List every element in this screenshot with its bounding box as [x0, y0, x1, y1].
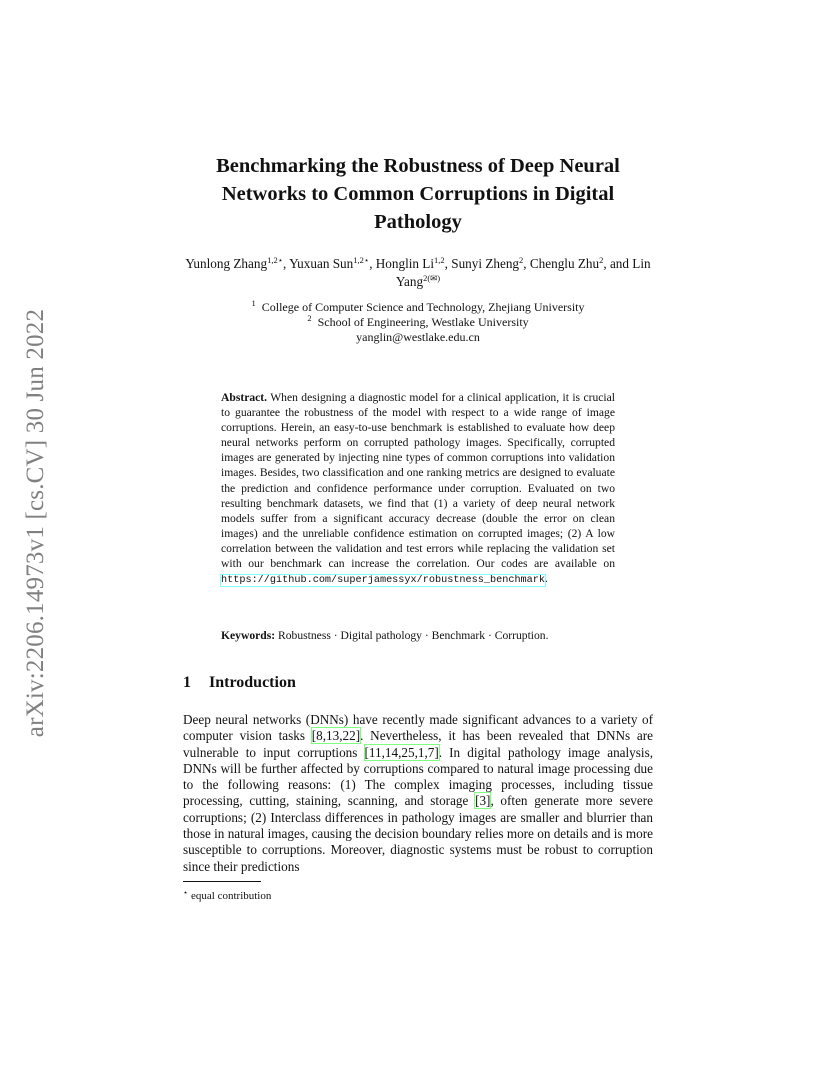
abstract: Abstract. When designing a diagnostic model for a clinical application, it is crucial to guarantee the robustness of the model with respect to a wide range of image corruptions. Herein, an easy-to-use benchmark is established to evaluate how deep neural networks perform on corrupted pathology images. Specifically, corrupted images are generated by injecting nine types of common corruptions into validation images. Besides, two classification and one ranking metrics are designed to evaluate the prediction and confidence performance under corruption. Evaluated on two resulting benchmark datasets, we find that (1) a variety of deep neural network models suffer from a significant accuracy decrease (double the error on clean images) and the unreliable confidence estimation on corrupted images; (2) A low correlation between the validation and test errors while replacing the validation set with our benchmark can increase the correlation. Our codes are available on https://github.com/superjamessyx/robustness_benchmark. — [221, 391, 615, 587]
footnote-mark: ⋆ — [183, 888, 189, 897]
section-heading-introduction — [183, 673, 296, 693]
author-name: Yuxuan Sun — [289, 256, 354, 271]
introduction-paragraph: Deep neural networks (DNNs) have recently made significant advances to a variety of computer vision tasks [8,13,22]. Nevertheless, it has been revealed that DNNs are vulnerable to input corruptions [11,14,25,1,7]. In digital pathology image analysis, DNNs will be further affected by corruptions compared to natural image processing due to the following reasons: (1) The complex imaging processes, including tissue processing, cutting, staining, scanning, and storage [3], often generate more severe corruptions; (2) Interclass differences in pathology images are smaller and blurrier than those in natural images, causing the decision boundary relies more on details and is more susceptible to corruptions. Moreover, diagnostic systems must be robust to corruption since their predictions — [183, 712, 654, 874]
author-list: Yunlong Zhang$^{1,2⋆}$, Yuxuan Sun$^{1,2⋆}$, Honglin Li$^{1,2}$, Sunyi Zheng$^2$, Chenglu Zhu$^2$, and Lin Yang$^{2(✉)}$ — [185, 255, 651, 289]
footnote — [183, 886, 271, 903]
affiliation-1: $^1$ College of Computer Science and Technology, Zhejiang University — [251, 298, 585, 314]
section-title: Introduction — [209, 674, 296, 691]
author-name: Chenglu Zhu — [529, 256, 600, 271]
abstract-label: Abstract. — [221, 391, 268, 404]
footnote-rule — [183, 881, 261, 882]
keywords — [221, 628, 615, 643]
citation-link[interactable]: [3] — [475, 793, 491, 809]
keywords-label: Keywords: — [221, 629, 276, 642]
keywords-text: Robustness · Digital pathology · Benchmark · Corruption. — [278, 629, 549, 642]
author-sup: 1,2⋆ — [267, 255, 284, 265]
author-sup: 1,2⋆ — [353, 255, 370, 265]
footnote-text: equal contribution — [191, 890, 272, 902]
author-name: Yunlong Zhang — [185, 256, 268, 271]
author-name: Honglin Li — [375, 256, 435, 271]
author-sup: 1,2 — [434, 255, 445, 265]
author-name: Sunyi Zheng — [451, 256, 520, 271]
author-name: Lin Yang — [395, 256, 651, 289]
abstract-text: When designing a diagnostic model for a clinical application, it is crucial to guarantee the robustness of the model with respect to a wide range of image corruptions. Herein, an easy-to-use benchmark is established to evaluate how deep neural networks perform on corrupted pathology images. Specifically, corrupted images are generated by injecting nine types of common corruptions into validation images. Besides, two classification and one ranking metrics are designed to evaluate the prediction and confidence performance under corruption. Evaluated on two resulting benchmark datasets, we find that (1) a variety of deep neural network models suffer from a significant accuracy decrease (double the error on clean images) and the unreliable confidence estimation on corrupted images; (2) A low correlation between the validation and test errors while replacing the validation set with our benchmark can increase the correlation. Our codes are available on — [221, 391, 615, 571]
paper-title: Benchmarking the Robustness of Deep Neural Networks to Common Corruptions in Digital Pathology — [216, 155, 620, 233]
author-sup: 2 — [519, 255, 524, 265]
citation-link[interactable]: [8,13,22] — [311, 728, 361, 744]
code-link[interactable]: https://github.com/superjamessyx/robustness_benchmark — [221, 575, 546, 587]
author-email: yanglin@westlake.edu.cn — [356, 330, 480, 344]
section-number: 1 — [183, 674, 191, 691]
citation-link[interactable]: [11,14,25,1,7] — [364, 744, 439, 760]
author-sup: 2(✉) — [423, 273, 441, 283]
arxiv-sidebar-stamp — [22, 286, 50, 760]
author-sup: 2 — [599, 255, 604, 265]
affiliations — [183, 300, 653, 345]
arxiv-id-text: arXiv:2206.14973v1 [cs.CV] 30 Jun 2022 — [22, 308, 49, 738]
affiliation-2: $^2$ School of Engineering, Westlake University — [307, 313, 529, 329]
